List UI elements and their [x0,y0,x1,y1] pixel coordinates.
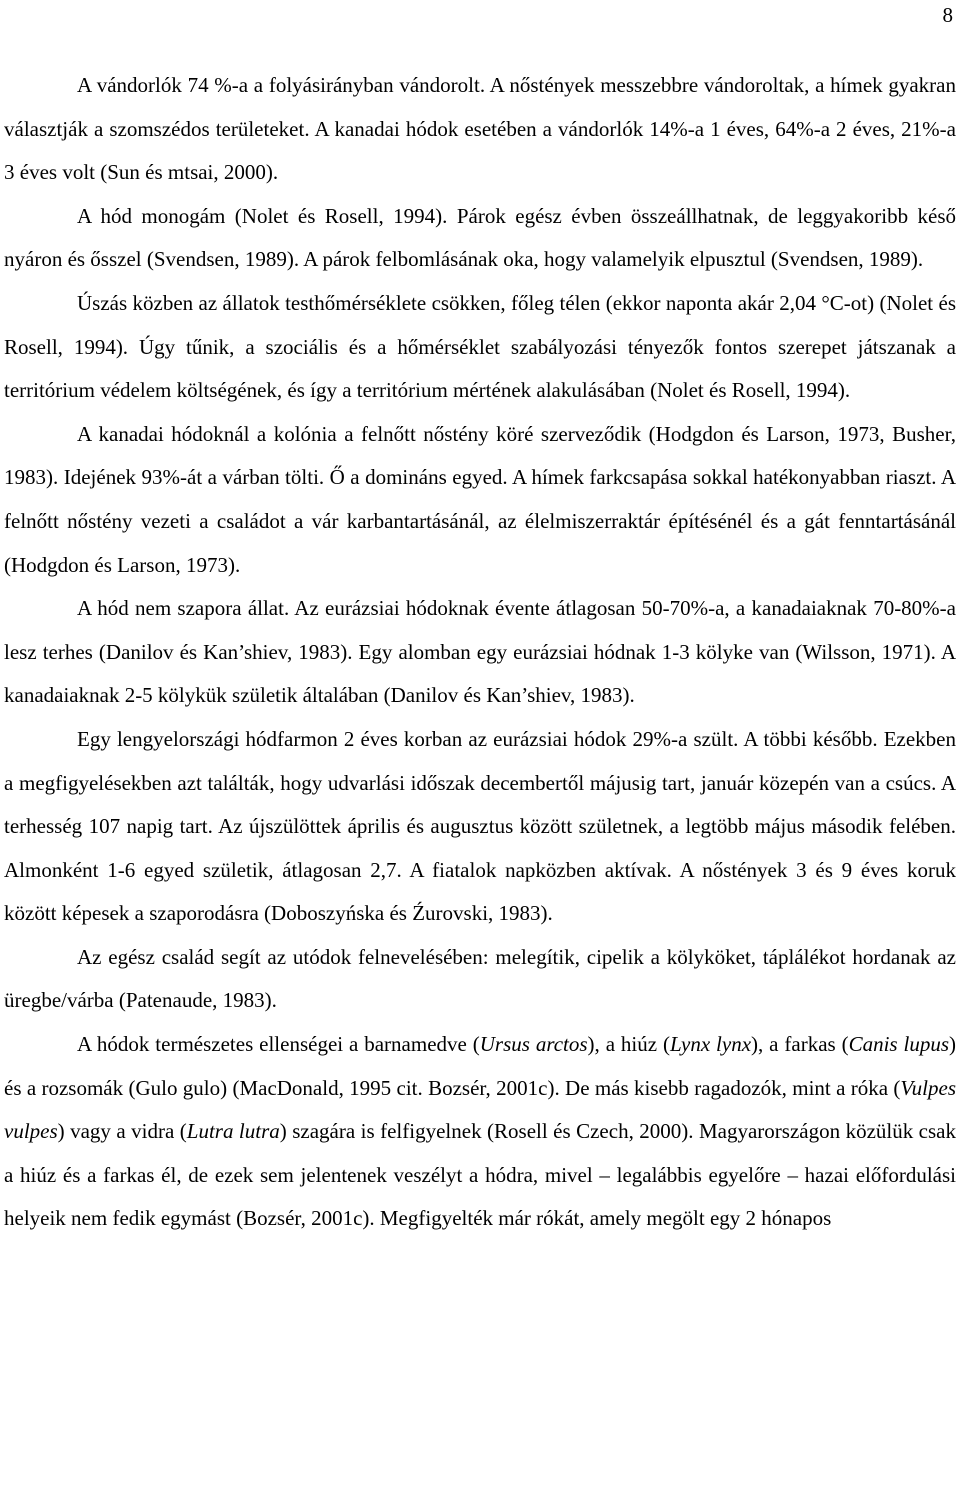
text-run: Egy lengyelországi hódfarmon 2 éves korban az eurázsiai hódok 29%-a szült. A többi később. Ezekben a megfigyelésekben azt találták, hogy udvarlási időszak decembertől májusig tart, január közepén van a csúcs. A terhesség 107 napig tart. Az újszülöttek április és augusztus között születnek, a legtöbb május második felében. Almonként 1-6 egyed születik, átlagosan 2,7. A fiatalok napközben aktívak. A nőstények 3 és 9 éves koruk között képesek a szaporodásra (Doboszyńska és Źurovski, 1983). [4,726,956,926]
text-run: ), a hiúz ( [587,1032,670,1057]
text-run: Úszás közben az állatok testhőmérséklete csökken, főleg télen (ekkor naponta akár 2,04 °C-ot) (Nolet és Rosell, 1994). Úgy tűnik, a szociális és a hőmérséklet szabályozási tényezők fontos szerepet játszanak a territórium védelem költségének, és így a territórium mértének alakulásában (Nolet és Rosell, 1994). [4,290,956,403]
text-run: ) és a rozsomák (Gulo gulo) (MacDonald, 1995 cit. Bozsér, 2001c). De más kisebb ragadozók, mint a róka ( [4,1032,957,1100]
page-number: 8 [942,3,953,27]
species-name-italic: Lynx lynx [669,1032,752,1057]
species-name-italic: Canis lupus [848,1032,950,1057]
paragraph-monogamy [4,195,956,282]
text-run: Az egész család segít az utódok felnevelésében: melegítik, cipelik a kölyköket, táplálékot hordanak az üregbe/várba (Patenaude, 1983). [4,944,956,1013]
text-run: ), a farkas ( [751,1032,849,1057]
paragraph-dispersal [4,64,956,195]
species-name-italic: Vulpes vulpes [4,1075,956,1144]
paragraph-thermoregulation [4,282,956,413]
text-run: A hódok természetes ellenségei a barnamedve ( [77,1032,480,1057]
text-run: A hód monogám (Nolet és Rosell, 1994). Párok egész évben összeállhatnak, de leggyakoribb késő nyáron és ősszel (Svendsen, 1989). A párok felbomlásának oka, hogy valamelyik elpusztul (Svendsen, 1989). [4,203,956,272]
text-run: A kanadai hódoknál a kolónia a felnőtt nőstény köré szerveződik (Hodgdon és Larson, 1973, Busher, 1983). Idejének 93%-át a várban tölti. Ő a domináns egyed. A hímek farkcsapása sokkal hatékonyabban riaszt. A felnőtt nőstény vezeti a családot a vár karbantartásánál, az élelmiszerraktár építésénél és a gát fenntartásánál (Hodgdon és Larson, 1973). [4,421,956,577]
paragraph-family-care [4,936,956,1023]
species-name-italic: Lutra lutra [186,1119,280,1144]
species-name-italic: Ursus arctos [479,1032,588,1057]
text-run: A hód nem szapora állat. Az eurázsiai hódoknak évente átlagosan 50-70%-a, a kanadaiaknak 70-80%-a lesz terhes (Danilov és Kan’shiev, 1983). Egy alomban egy eurázsiai hódnak 1-3 kölyke van (Wilsson, 1971). A kanadaiaknak 2-5 kölykük születik általában (Danilov és Kan’shiev, 1983). [4,596,956,708]
paragraph-colony [4,413,956,587]
paragraph-fertility [4,587,956,718]
text-run: A vándorlók 74 %-a a folyásirányban vándorolt. A nőstények messzebbre vándoroltak, a hímek gyakran választják a szomszédos területeket. A kanadai hódok esetében a vándorlók 14%-a 1 éves, 64%-a 2 éves, 21%-a 3 éves volt (Sun és mtsai, 2000). [4,73,956,185]
paragraph-reproduction [4,718,956,936]
text-run: ) vagy a vidra ( [57,1119,187,1144]
text-run: ) szagára is felfigyelnek (Rosell és Czech, 2000). Magyarországon közülük csak a hiúz és a farkas él, de ezek sem jelentenek veszélyt a hódra, mivel – legalábbis egyelőre – hazai előfordulási helyeik nem fedik egymást (Bozsér, 2001c). Megfigyelték már rókát, amely megölt egy 2 hónapos [4,1119,956,1231]
paragraph-predators [4,1023,956,1241]
body-text [4,64,956,1241]
